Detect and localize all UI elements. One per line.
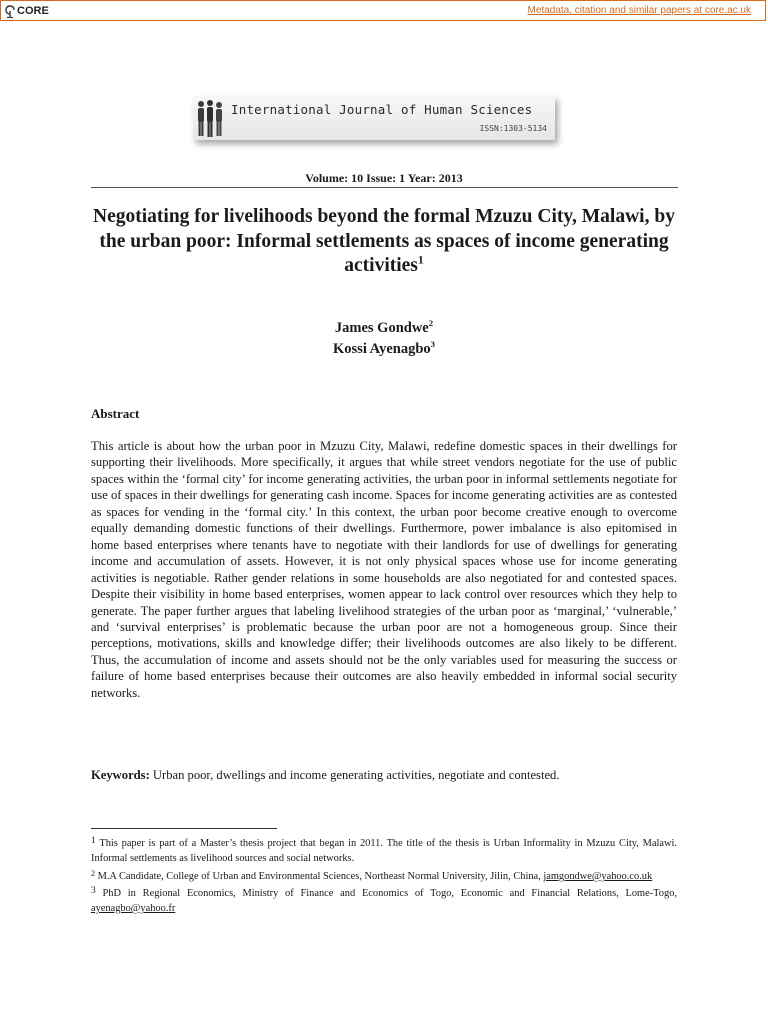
footnote-2 bbox=[91, 866, 677, 884]
people-silhouettes-icon bbox=[195, 98, 225, 138]
footnote-1 bbox=[91, 834, 677, 866]
author-name: James Gondwe bbox=[334, 320, 429, 336]
abstract-body: This article is about how the urban poor in Mzuzu City, Malawi, redefine domestic spaces in their dwellings for supporting their livelihoods. More specifically, it argues that while street vendors negotiate for the use of public spaces within the ‘formal city’ for income generating activities, the urban poor in informal settlements negotiate for use of spaces in their dwellings for generating cash income. Spaces for income generating activities are as contested as spaces for vending in the ‘formal city.’ In this context, the urban poor become creative enough to overcome equally demanding domestic functions of their dwellings. Furthermore, power imbalance is also epitomised in home based enterprises where tenants have to negotiate with their landlords for use of dwellings for generating income and accumulation of assets. However, it is not only physical spaces whose use for income generating activities is negotiable. Rather gender relations in some households are also negotiated for and contested spaces. Despite their visibility in home based enterprises, women appear to lack control over resources which they help to generate. The paper further argues that labeling livelihood strategies of the urban poor as ‘marginal,’ ‘vulnerable,’ and ‘survival enterprises’ is problematic because the urban poor are not a homogeneous group. Since their perceptions, motivations, skills and knowledge differ; their livelihoods outcomes are also likely to be different. Thus, the accumulation of income and assets should not be the only variables used for measuring the success or failure of home based enterprises because their outcomes are also heavily embedded in informal social security networks. bbox=[91, 439, 677, 700]
footnote-text: PhD in Regional Economics, Ministry of Finance and Economics of Togo, Economic and Financial Relations, Lome-Togo, bbox=[95, 888, 677, 899]
paper-title bbox=[80, 205, 688, 279]
paper-title-text: Negotiating for livelihoods beyond the formal Mzuzu City, Malawi, by the urban poor: Informal settlements as spaces of income generating activities bbox=[93, 206, 675, 276]
keywords-label: Keywords: bbox=[91, 768, 150, 782]
title-footnote-mark: 1 bbox=[417, 253, 424, 267]
footnote-divider bbox=[91, 828, 277, 829]
footnote-3 bbox=[91, 884, 677, 916]
author-list bbox=[0, 318, 768, 360]
core-logo-icon bbox=[5, 5, 15, 18]
footnote-mark: 3 bbox=[91, 886, 96, 896]
author bbox=[0, 318, 768, 339]
journal-banner bbox=[193, 96, 555, 140]
core-logo-text: CORE bbox=[17, 5, 49, 17]
abstract-heading: Abstract bbox=[91, 406, 140, 421]
keywords-paragraph bbox=[91, 767, 677, 783]
footnote-text: M.A Candidate, College of Urban and Environmental Sciences, Northeast Normal University, Jilin, China, bbox=[95, 871, 544, 882]
core-logo[interactable] bbox=[5, 4, 49, 18]
footnote-mark: 1 bbox=[91, 836, 96, 846]
footnotes bbox=[91, 834, 677, 916]
author bbox=[0, 339, 768, 360]
keywords-text: Urban poor, dwellings and income generating activities, negotiate and contested. bbox=[149, 768, 560, 782]
footnote-text: This paper is part of a Master’s thesis project that began in 2011. The title of the thesis is Urban Informality in Mzuzu City, Malawi. Informal settlements as livelihood sources and social networks. bbox=[91, 838, 677, 864]
volume-line: Volume: 10 Issue: 1 Year: 2013 bbox=[305, 171, 463, 185]
footnote-mark: 2 bbox=[91, 869, 95, 878]
author-footnote-mark: 3 bbox=[430, 339, 435, 350]
author-email-link[interactable]: jamgondwe@yahoo.co.uk bbox=[543, 871, 653, 882]
author-name: Kossi Ayenagbo bbox=[333, 341, 431, 357]
author-footnote-mark: 2 bbox=[428, 318, 434, 329]
core-header-bar bbox=[0, 0, 766, 21]
core-metadata-link[interactable]: Metadata, citation and similar papers at core.ac.uk bbox=[527, 5, 751, 16]
author-email-link[interactable]: ayenagbo@yahoo.fr bbox=[91, 903, 176, 914]
journal-title: International Journal of Human Sciences bbox=[231, 102, 533, 117]
journal-issn: ISSN:1303-5134 bbox=[479, 124, 547, 133]
header-divider bbox=[91, 187, 678, 188]
